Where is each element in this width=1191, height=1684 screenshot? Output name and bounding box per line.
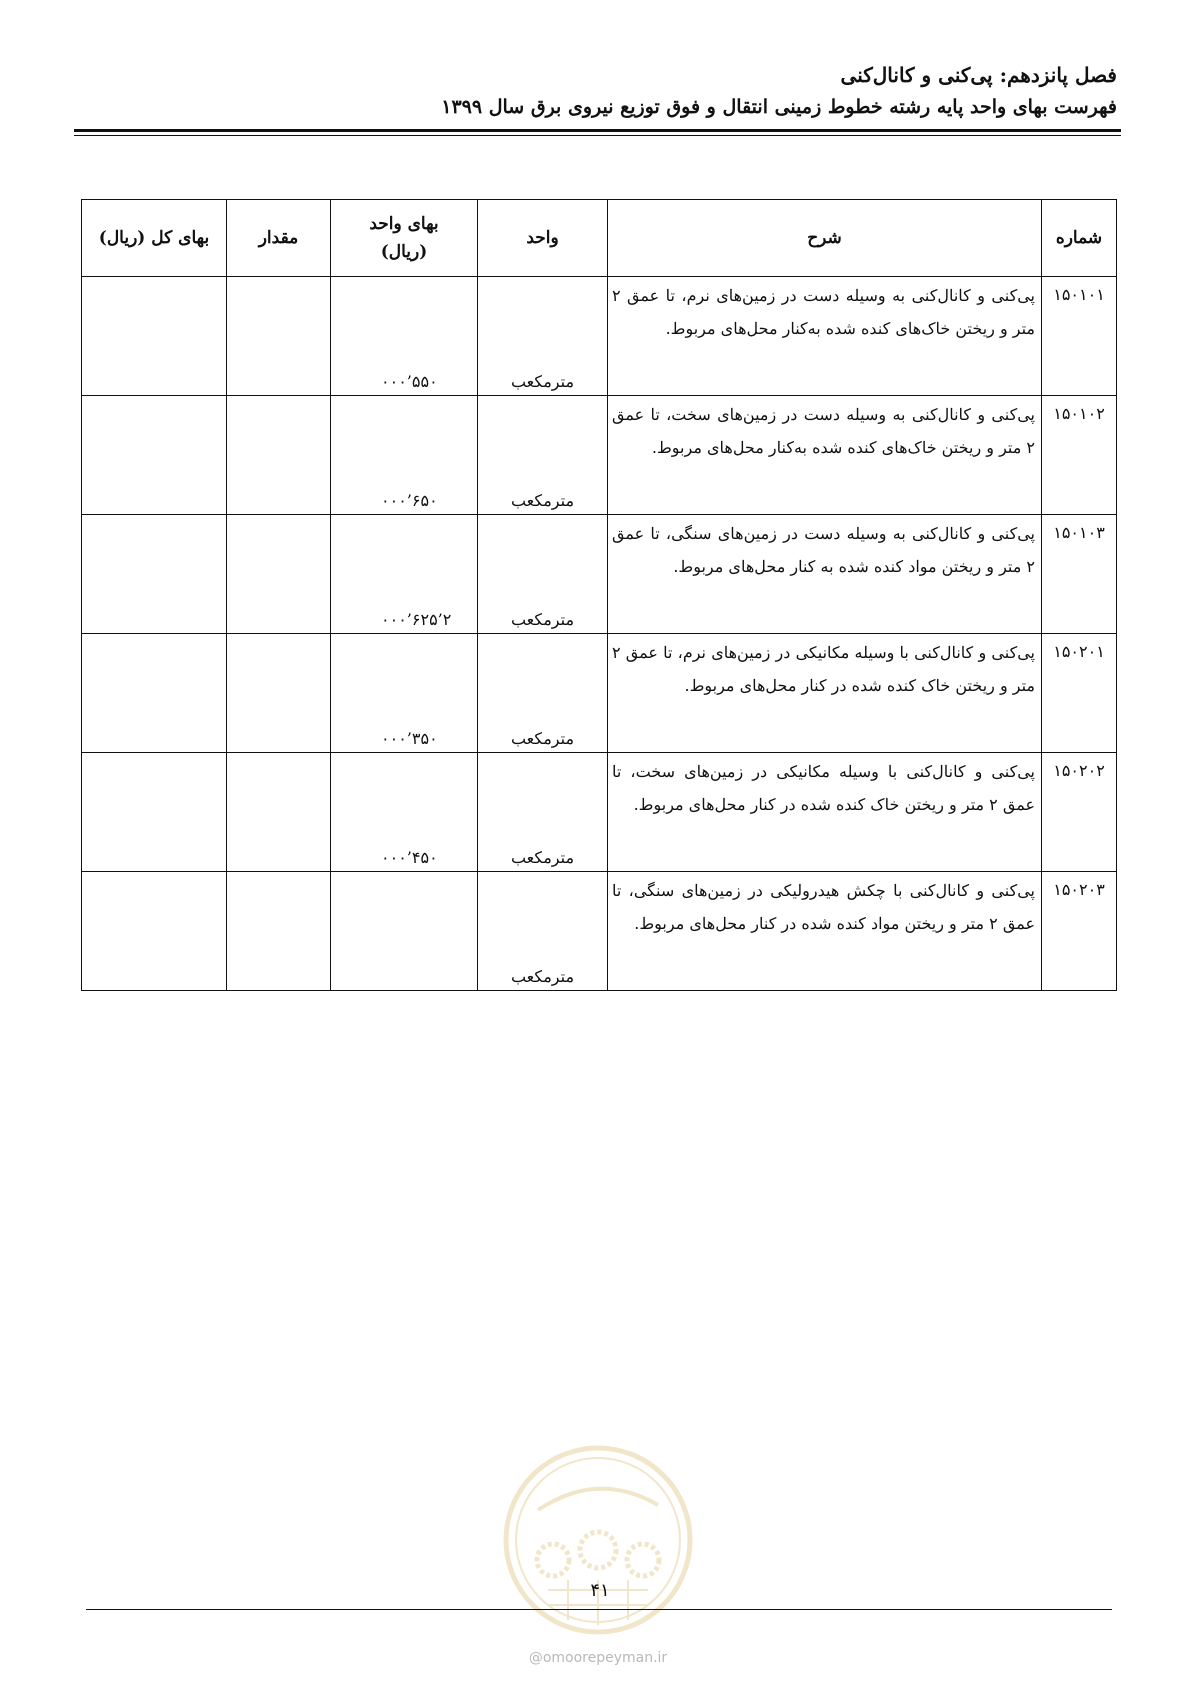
item-total bbox=[82, 515, 227, 634]
item-unit-price: ۵۵۰’۰۰۰ bbox=[331, 277, 478, 396]
item-description: پی‌کنی و کانال‌کنی به وسیله دست در زمین‌های سخت، تا عمق ۲ متر و ریختن خاک‌های کنده شده به‌کنار محل‌های مربوط. bbox=[608, 396, 1042, 515]
item-total bbox=[82, 396, 227, 515]
watermark-logo bbox=[498, 1440, 698, 1640]
item-unit-price: ۲’۶۲۵’۰۰۰ bbox=[331, 515, 478, 634]
price-table bbox=[81, 199, 1117, 991]
item-quantity bbox=[227, 277, 331, 396]
item-unit: مترمکعب bbox=[478, 753, 608, 872]
table-row bbox=[82, 515, 1117, 634]
item-unit: مترمکعب bbox=[478, 396, 608, 515]
item-unit-price: ۴۵۰’۰۰۰ bbox=[331, 753, 478, 872]
table-row bbox=[82, 753, 1117, 872]
item-unit: مترمکعب bbox=[478, 277, 608, 396]
item-description: پی‌کنی و کانال‌کنی به وسیله دست در زمین‌های نرم، تا عمق ۲ متر و ریختن خاک‌های کنده شده به‌کنار محل‌های مربوط. bbox=[608, 277, 1042, 396]
table-row bbox=[82, 634, 1117, 753]
item-quantity bbox=[227, 515, 331, 634]
footer-rule bbox=[86, 1609, 1112, 1610]
item-number: ۱۵۰۲۰۱ bbox=[1042, 634, 1117, 753]
table-header-row bbox=[82, 200, 1117, 277]
header-rule-thick bbox=[74, 129, 1121, 132]
chapter-title: فصل پانزدهم: پی‌کنی و کانال‌کنی bbox=[840, 63, 1117, 87]
page-number: ۴۱ bbox=[590, 1580, 610, 1601]
table-row bbox=[82, 396, 1117, 515]
item-unit-price: ۳۵۰’۰۰۰ bbox=[331, 634, 478, 753]
item-description: پی‌کنی و کانال‌کنی با وسیله مکانیکی در زمین‌های نرم، تا عمق ۲ متر و ریختن خاک کنده شده در کنار محل‌های مربوط. bbox=[608, 634, 1042, 753]
item-unit: مترمکعب bbox=[478, 515, 608, 634]
item-number: ۱۵۰۱۰۲ bbox=[1042, 396, 1117, 515]
page-header bbox=[74, 58, 1117, 122]
watermark-site: @omoorepeyman.ir bbox=[528, 1650, 668, 1666]
item-number: ۱۵۰۲۰۲ bbox=[1042, 753, 1117, 872]
item-unit-price: ۶۵۰’۰۰۰ bbox=[331, 396, 478, 515]
item-description: پی‌کنی و کانال‌کنی با چکش هیدرولیکی در زمین‌های سنگی، تا عمق ۲ متر و ریختن مواد کنده شده در کنار محل‌های مربوط. bbox=[608, 872, 1042, 991]
item-total bbox=[82, 753, 227, 872]
header-total-price: بهای کل (ریال) bbox=[82, 200, 227, 277]
header-unit-price-label: بهای واحد bbox=[369, 214, 439, 234]
table-row bbox=[82, 277, 1117, 396]
table-row bbox=[82, 872, 1117, 991]
item-quantity bbox=[227, 872, 331, 991]
header-number: شماره bbox=[1042, 200, 1117, 277]
header-rule-thin bbox=[74, 135, 1121, 136]
item-total bbox=[82, 634, 227, 753]
item-quantity bbox=[227, 396, 331, 515]
item-unit: مترمکعب bbox=[478, 872, 608, 991]
item-total bbox=[82, 872, 227, 991]
header-unit-price-currency: (ریال) bbox=[380, 242, 428, 262]
item-number: ۱۵۰۱۰۳ bbox=[1042, 515, 1117, 634]
header-description: شرح bbox=[608, 200, 1042, 277]
item-description: پی‌کنی و کانال‌کنی به وسیله دست در زمین‌های سنگی، تا عمق ۲ متر و ریختن مواد کنده شده به کنار محل‌های مربوط. bbox=[608, 515, 1042, 634]
list-title: فهرست بهای واحد پایه رشته خطوط زمینی انتقال و فوق توزیع نیروی برق سال ۱۳۹۹ bbox=[441, 96, 1117, 118]
item-quantity bbox=[227, 753, 331, 872]
item-quantity bbox=[227, 634, 331, 753]
header-quantity: مقدار bbox=[227, 200, 331, 277]
header-unit: واحد bbox=[478, 200, 608, 277]
item-unit-price bbox=[331, 872, 478, 991]
item-number: ۱۵۰۱۰۱ bbox=[1042, 277, 1117, 396]
item-description: پی‌کنی و کانال‌کنی با وسیله مکانیکی در زمین‌های سخت، تا عمق ۲ متر و ریختن خاک کنده شده در کنار محل‌های مربوط. bbox=[608, 753, 1042, 872]
item-unit: مترمکعب bbox=[478, 634, 608, 753]
header-unit-price bbox=[331, 200, 478, 277]
item-number: ۱۵۰۲۰۳ bbox=[1042, 872, 1117, 991]
item-total bbox=[82, 277, 227, 396]
